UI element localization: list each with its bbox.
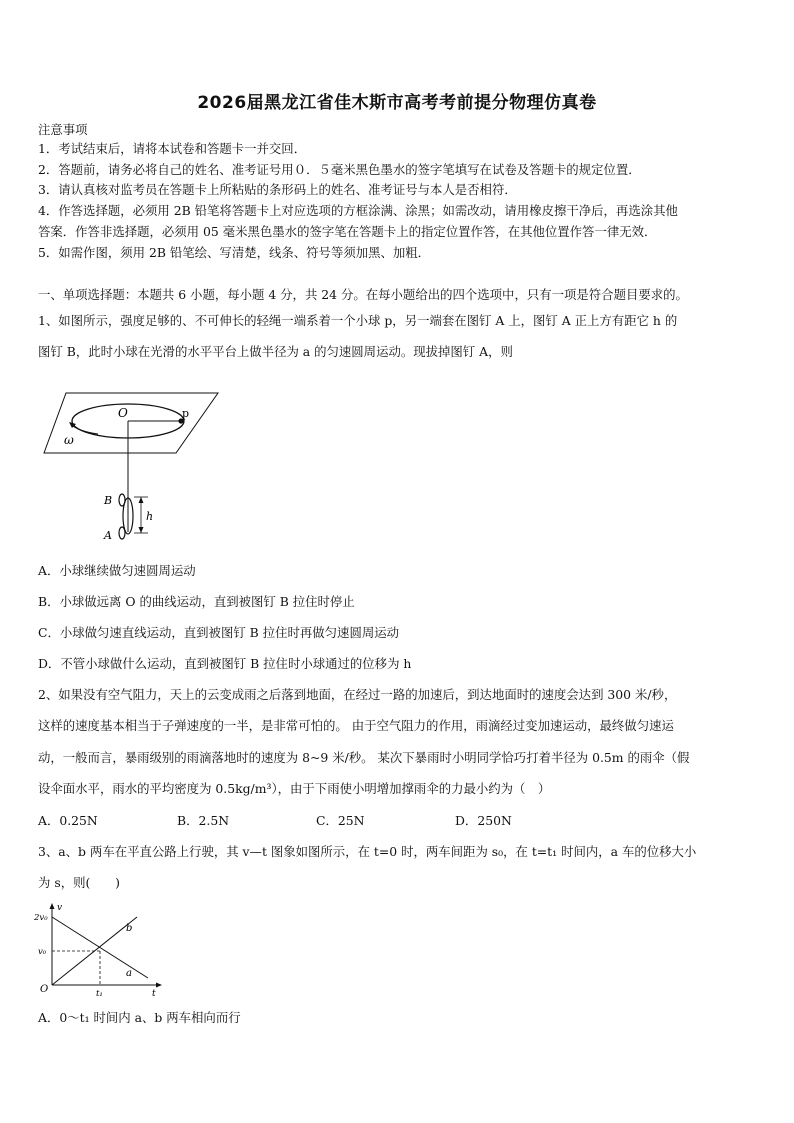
notice-item-5: 5．如需作图，须用 2B 铅笔绘、写清楚，线条、符号等须加黑、加粗． (38, 245, 431, 260)
q2-stem-line1: 2、如果没有空气阻力，天上的云变成雨之后落到地面，在经过一路的加速后，到达地面时的速度会达到 300 米/秒， (38, 687, 677, 702)
q1-stem-line1: 1、如图所示，强度足够的、不可伸长的轻绳一端系着一个小球 p，另一端套在图钉 A 上，图钉 A 正上方有距它 h 的 (38, 313, 678, 328)
notice-item-2: 2．答题前，请务必将自己的姓名、准考证号用０．５毫米黑色墨水的签字笔填写在试卷及答题卡的规定位置． (38, 162, 641, 177)
q2-stem-line4: 设伞面水平，雨水的平均密度为 0.5kg/m³），由于下雨使小明增加撑雨伞的力最小约为（ ） (38, 781, 551, 796)
h-arrow-down (139, 527, 144, 533)
label-h: h (146, 510, 154, 523)
label-t1: t₁ (96, 989, 103, 999)
q2-option-c: C．25N (316, 813, 365, 828)
q1-option-b: B．小球做远离 O 的曲线运动，直到被图钉 B 拉住时停止 (38, 594, 355, 609)
page-title: 2026届黑龙江省佳木斯市高考考前提分物理仿真卷 (197, 93, 597, 113)
q2-option-b: B．2.5N (177, 813, 230, 828)
q3-stem-line1: 3、a、b 两车在平直公路上行驶，其 v—t 图象如图所示，在 t=0 时，两车间距为 s₀，在 t=t₁ 时间内，a 车的位移大小 (38, 844, 697, 859)
notice-item-3: 3．请认真核对监考员在答题卡上所粘贴的条形码上的姓名、准考证号与本人是否相符． (38, 182, 517, 197)
axis-t-arrow (156, 983, 162, 988)
q1-stem-line2: 图钉 B，此时小球在光滑的水平平台上做半径为 a 的匀速圆周运动。现拔掉图钉 A，则 (38, 344, 513, 359)
section-heading: 一、单项选择题：本题共 6 小题，每小题 4 分，共 24 分。在每小题给出的四个选项中，只有一项是符合题目要求的。 (38, 287, 688, 302)
label-o: O (118, 406, 128, 420)
q1-figure (38, 385, 228, 545)
label-line-a: a (126, 968, 132, 979)
label-v0: v₀ (38, 947, 47, 957)
q3-stem-line2: 为 s，则( ) (38, 875, 120, 890)
notice-item-4: 4．作答选择题，必须用 2B 铅笔将答题卡上对应选项的方框涂满、涂黑；如需改动，请用橡皮擦干净后，再选涂其他 (38, 203, 678, 218)
label-b: B (104, 494, 113, 507)
label-origin: O (40, 984, 49, 995)
q3-vt-figure (34, 900, 169, 1000)
q1-option-d: D．不管小球做什么运动，直到被图钉 B 拉住时小球通过的位移为 h (38, 656, 412, 671)
notice-item-4-cont: 答案．作答非选择题，必须用 05 毫米黑色墨水的签字笔在答题卡上的指定位置作答，在其他位置作答一律无效． (38, 224, 657, 239)
label-omega: ω (64, 433, 74, 447)
omega-arrow (72, 425, 98, 434)
notice-item-1: 1．考试结束后，请将本试卷和答题卡一并交回． (38, 141, 307, 156)
label-2v0: 2v₀ (34, 913, 48, 923)
label-a: A (104, 529, 112, 542)
h-arrow-up (139, 497, 144, 503)
q1-option-c: C．小球做匀速直线运动，直到被图钉 B 拉住时再做匀速圆周运动 (38, 625, 400, 640)
label-p: p (182, 407, 190, 420)
axis-v-arrow (50, 903, 55, 909)
q1-option-a: A．小球继续做匀速圆周运动 (38, 563, 196, 578)
q2-option-d: D．250N (455, 813, 512, 828)
notice-heading: 注意事项 (38, 122, 88, 137)
q2-stem-line3: 动，一般而言，暴雨级别的雨滴落地时的速度为 8~9 米/秒。 某次下暴雨时小明同学恰巧打着半径为 0.5m 的雨伞（假 (38, 750, 690, 765)
q2-stem-line2: 这样的速度基本相当于子弹速度的一半，是非常可怕的。 由于空气阻力的作用，雨滴经过变加速运动，最终做匀速运 (38, 718, 674, 733)
label-v-axis: v (57, 903, 63, 913)
label-line-b: b (126, 923, 133, 934)
q2-options (38, 813, 594, 829)
q3-option-a: A．0～t₁ 时间内 a、b 两车相向而行 (38, 1010, 241, 1025)
label-t-axis: t (152, 989, 156, 999)
q2-option-a: A．0.25N (38, 813, 98, 828)
